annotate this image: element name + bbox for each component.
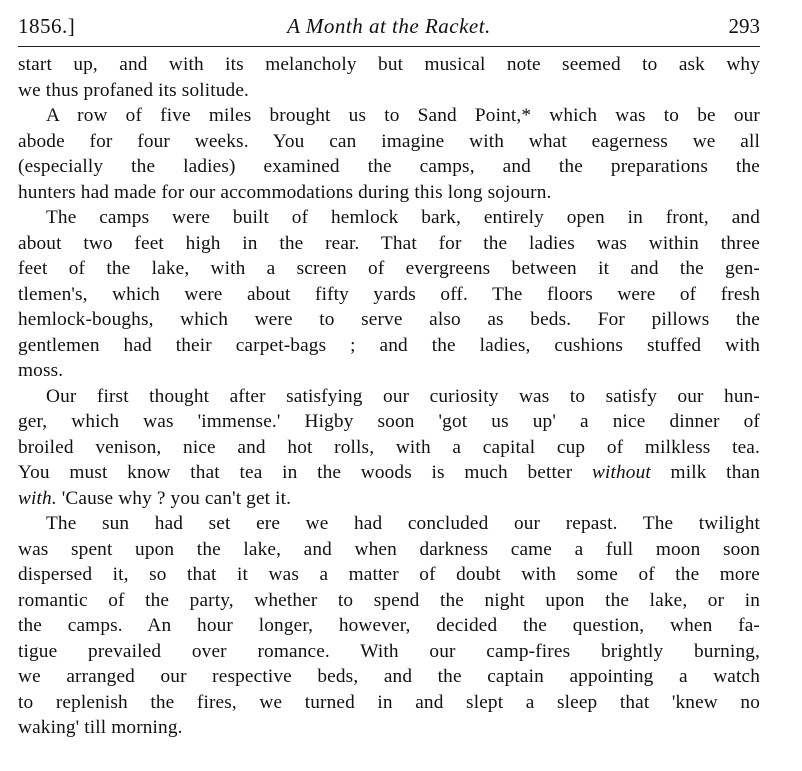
text-segment: You must know that tea in the woods is much better bbox=[18, 462, 573, 483]
text-line: Our first thought after satisfying our curiosity was to satisfy our hun- bbox=[46, 385, 760, 407]
text-line: to replenish the fires, we turned in and slept a sleep that 'knew no bbox=[18, 691, 760, 713]
text-line: gentlemen had their carpet-bags ; and the ladies, cushions stuffed with bbox=[18, 334, 760, 356]
text-line: was spent upon the lake, and when darkness came a full moon soon bbox=[18, 538, 760, 560]
text-line: about two feet high in the rear. That for the ladies was within three bbox=[18, 232, 760, 254]
text-line: romantic of the party, whether to spend the night upon the lake, or in bbox=[18, 589, 760, 611]
text-line: start up, and with its melancholy but musical note seemed to ask why bbox=[18, 54, 760, 75]
text-line: hemlock-boughs, which were to serve also as beds. For pillows the bbox=[18, 309, 760, 330]
body-text bbox=[18, 47, 760, 741]
header-title: A Month at the Racket. bbox=[287, 14, 491, 38]
text-line: abode for four weeks. You can imagine with what eagerness we all bbox=[18, 130, 760, 152]
text-line: A row of five miles brought us to Sand Point,* which was to be our bbox=[46, 105, 760, 126]
text-line: ger, which was 'immense.' Higby soon 'got us up' a nice dinner of bbox=[18, 411, 760, 432]
text-line: tlemen's, which were about fifty yards off. The floors were of fresh bbox=[18, 283, 760, 305]
text-line-with-italic bbox=[18, 460, 760, 486]
text-line: The camps were built of hemlock bark, entirely open in front, and bbox=[46, 207, 760, 228]
text-line: feet of the lake, with a screen of evergreens between it and the gen- bbox=[18, 258, 760, 279]
italic-word: with. bbox=[18, 487, 57, 509]
text-line: The sun had set ere we had concluded our repast. The twilight bbox=[46, 513, 760, 534]
text-line: broiled venison, nice and hot rolls, with a capital cup of milkless tea. bbox=[18, 436, 760, 458]
text-line: dispersed it, so that it was a matter of doubt with some of the more bbox=[18, 564, 760, 585]
text-line: (especially the ladies) examined the camps, and the preparations the bbox=[18, 156, 760, 177]
text-segment: 'Cause why ? you can't get it. bbox=[56, 487, 292, 509]
book-page bbox=[18, 12, 760, 741]
text-line: we thus profaned its solitude. bbox=[18, 79, 250, 101]
text-line: moss. bbox=[18, 360, 64, 381]
italic-word: without bbox=[591, 462, 651, 483]
text-line: hunters had made for our accommodations during this long sojourn. bbox=[18, 181, 552, 203]
text-line: waking' till morning. bbox=[18, 717, 183, 738]
running-header bbox=[18, 12, 760, 47]
text-segment: milk than bbox=[650, 462, 760, 483]
page-number: 293 bbox=[728, 14, 760, 38]
text-line: tigue prevailed over romance. With our camp-fires brightly burning, bbox=[18, 640, 760, 662]
text-line-with-italic bbox=[18, 486, 760, 512]
text-line: the camps. An hour longer, however, decided the question, when fa- bbox=[18, 615, 760, 636]
header-year: 1856.] bbox=[18, 14, 76, 38]
text-line: we arranged our respective beds, and the captain appointing a watch bbox=[18, 666, 760, 687]
